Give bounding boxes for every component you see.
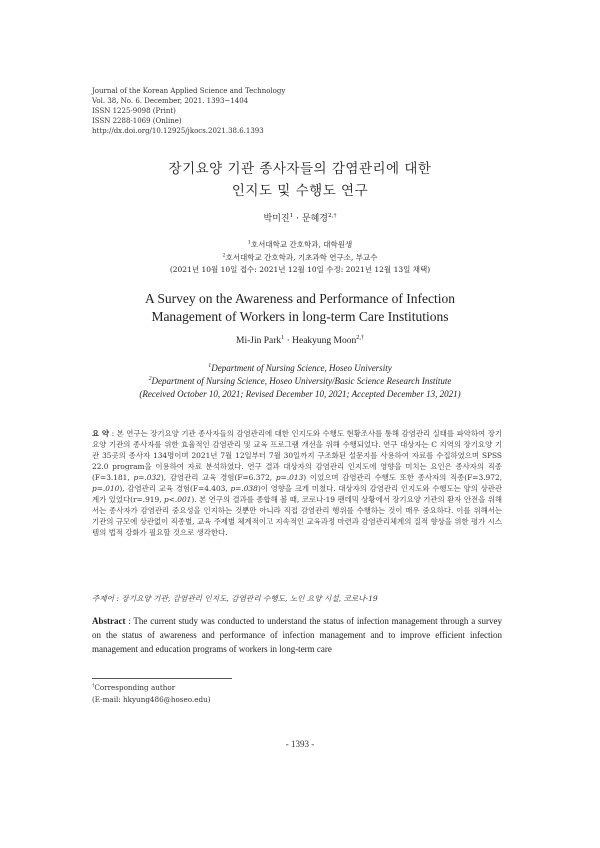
footnote-corresponding bbox=[92, 683, 392, 693]
author1-en: Mi-Jin Park bbox=[236, 336, 282, 346]
title-kr-line1: 장기요양 기관 종사자들의 감염관리에 대한 bbox=[168, 161, 432, 177]
affiliation-en-1 bbox=[0, 362, 600, 374]
authors-kr bbox=[0, 211, 600, 224]
affiliation-kr-1 bbox=[0, 239, 600, 250]
journal-volume: Vol. 38, No. 6. December, 2021. 1393~1404 bbox=[92, 97, 249, 105]
doi-link[interactable]: http://dx.doi.org/10.12925/jkocs.2021.38.6.1393 bbox=[92, 127, 264, 135]
journal-info bbox=[92, 86, 432, 136]
dates-kr: (2021년 10월 10일 접수: 2021년 12월 10일 수정: 2021년 12월 13일 채택) bbox=[169, 265, 431, 274]
author1-en-sup: 1 bbox=[281, 334, 285, 341]
abstract-kr bbox=[92, 428, 502, 538]
abstract-en bbox=[92, 614, 502, 656]
aff2-en-sup: 2 bbox=[148, 376, 152, 382]
journal-name: Journal of the Korean Applied Science and Technology bbox=[92, 87, 286, 95]
aff2-kr-sup: 2 bbox=[222, 252, 226, 259]
title-en-line1: A Survey on the Awareness and Performance of Infection bbox=[145, 291, 455, 306]
author2-en-sup: 2,† bbox=[356, 334, 364, 341]
keywords-kr: 주제어 : 장기요양 기관, 감염관리 인지도, 감염관리 수행도, 노인 요양 시설, 코로나-19 bbox=[92, 594, 378, 603]
abstract-kr-stat-2: p=.013 bbox=[275, 473, 304, 482]
abstract-kr-stat-3: p=.010 bbox=[92, 484, 120, 493]
abstract-kr-stat-1: p=.032 bbox=[133, 473, 161, 482]
issn-online: ISSN 2288-1069 (Online) bbox=[92, 117, 182, 125]
corresponding-label: Corresponding author bbox=[94, 683, 176, 692]
title-en-line2: Management of Workers in long-term Care Institutions bbox=[151, 309, 449, 324]
abstract-kr-text-5: )이 영향을 크게 미쳤다. 대상자의 감염관리 인지도와 수행도는 양의 상관관계가 있었다(r=.919, bbox=[92, 484, 502, 504]
author2-en: Heakyung Moon bbox=[292, 336, 357, 346]
footnote-divider bbox=[92, 678, 232, 679]
abstract-kr-label: 요 약 bbox=[92, 429, 110, 438]
affiliation-en-2 bbox=[0, 375, 600, 387]
page-number: - 1393 - bbox=[285, 739, 315, 749]
abstract-kr-text-4: ), 감염관리 교육 경험(F=4.403, bbox=[119, 484, 231, 493]
aff2-en-text: Department of Nursing Science, Hoseo University/Basic Science Research Institute bbox=[151, 376, 452, 386]
author2-kr: 문혜경 bbox=[301, 214, 328, 224]
abstract-kr-text-2: ), 감염관리 교육 경험(F=6.372, bbox=[160, 473, 276, 482]
author2-kr-sup: 2,† bbox=[328, 213, 337, 219]
aff1-kr-text: 호서대학교 간호학과, 대학원생 bbox=[250, 240, 353, 249]
title-kr-line2: 인지도 및 수행도 연구 bbox=[231, 183, 369, 199]
abstract-kr-stat-4: p=.038 bbox=[230, 484, 258, 493]
author-sep-en: · bbox=[284, 336, 293, 346]
abstract-en-label: Abstract bbox=[92, 616, 126, 626]
issn-print: ISSN 1225-9098 (Print) bbox=[92, 107, 176, 115]
author1-kr-sup: 1 bbox=[289, 213, 294, 219]
authors-en bbox=[0, 336, 600, 346]
abstract-kr-text-1: : 본 연구는 장기요양 기관 종사자들의 감염관리에 대한 인지도와 수행도 현황조사를 통해 감염관리 실태를 파악하여 장기요양 기관의 종사자를 위한 효율적인 감염관리 및 교육 프로그램 개선을 위해 수행되었다. 연구 대상자는 C 지역의 장기요양 기관 35곳의 종사자 134명이며 2021년 7월 12일부터 7월 30일까지 구조화된 설문지를 사용하여 자료를 수집하였으며 SPSS 22.0 program을 이용하여 자료 분석하였다. 연구 결과 대상자의 감염관리 인지도에 영향을 미치는 요인은 종사자의 직종(F=3.181, bbox=[92, 429, 502, 482]
abstract-en-text: : The current study was conducted to understand the status of infection management through a survey on the status of awareness and performance of infection management and to improve efficient infection management and education programs of workers in long-term care bbox=[92, 616, 502, 654]
aff1-en-text: Department of Nursing Science, Hoseo University bbox=[211, 363, 392, 373]
aff1-en-sup: 1 bbox=[208, 363, 212, 369]
footnote-email[interactable]: (E-mail: hkyung486@hoseo.edu) bbox=[92, 695, 211, 704]
author1-kr: 박미진 bbox=[263, 214, 290, 224]
dates-en: (Received October 10, 2021; Revised December 10, 2021; Accepted December 13, 2021) bbox=[139, 389, 461, 399]
aff2-kr-text: 호서대학교 간호학과, 기초과학 연구소, 부교수 bbox=[225, 253, 378, 262]
author-sep-kr: · bbox=[293, 214, 302, 224]
abstract-kr-text-3: ) 이었으며 감염관리 수행도 또한 종사자의 직종(F=3.972, bbox=[303, 473, 503, 482]
affiliation-kr-2 bbox=[0, 252, 600, 263]
abstract-kr-text-6: ). 본 연구의 결과를 종합해 볼 때, 코로나-19 팬데믹 상황에서 장기요양 기관의 환자 안전을 위해서는 종사자가 감염관리 중요성을 인지하는 것뿐만 아니라 직접 감염관리 행위를 수행하는 것이 매우 중요하다. 이를 위해서는 기관의 규모에 상관없이 직종별, 교육 주제별 체계적이고 지속적인 교육과정 마련과 감염관리체계의 질적 향상을 위한 평가 시스템의 법적 강화가 필요할 것으로 생각한다. bbox=[92, 495, 502, 537]
aff1-kr-sup: 1 bbox=[247, 239, 251, 246]
abstract-kr-stat-5: p<.001 bbox=[163, 495, 192, 504]
dagger-symbol: † bbox=[92, 683, 95, 689]
